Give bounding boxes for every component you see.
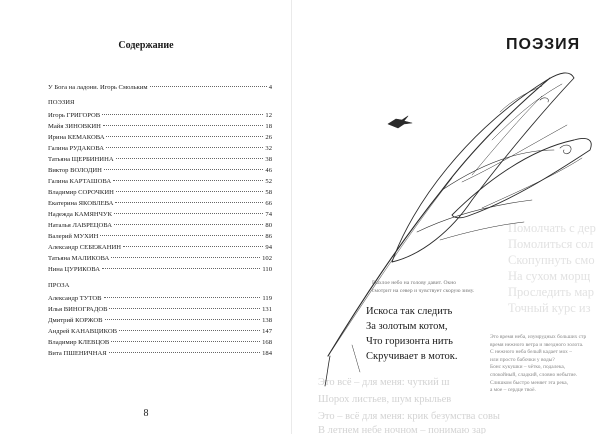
toc-entry-name: Наталья ЛАВРЕЦОВА (48, 222, 112, 229)
toc-entry[interactable] (48, 253, 272, 264)
ghost-text-line: На сухом морщ (508, 269, 591, 283)
toc-entry-page: 38 (265, 156, 272, 163)
toc-entry-page: 147 (262, 328, 272, 335)
ghost-text-line: Это всё – для меня: чуткий ш (318, 377, 450, 388)
small-note-line: а мое – сердце твоё. (490, 387, 536, 394)
toc-leader-dots (114, 213, 263, 214)
small-note-line: Слишком быстро меняет эта река, (490, 379, 569, 386)
toc-entry-page: 12 (265, 112, 272, 119)
toc-leader-dots (111, 341, 260, 342)
small-note-line: Бонс кукушки – чётко, подалека, (490, 364, 566, 371)
ghost-text-line: Проследить мар (508, 285, 594, 299)
toc-entry-page: 32 (265, 145, 272, 152)
toc-leader-dots (103, 125, 263, 126)
toc-entry-intro[interactable] (48, 82, 272, 93)
toc-leader-dots (105, 319, 261, 320)
toc-entry-name: Екатерина ЯКОВЛЕВА (48, 200, 114, 207)
poem-line: За золотым котом, (366, 321, 448, 332)
toc-entry-name: Галина РУДАКОВА (48, 145, 105, 152)
toc-entry[interactable] (48, 293, 272, 304)
toc-entry-page: 131 (262, 306, 272, 313)
toc-entry[interactable] (48, 209, 272, 220)
page-number: 8 (143, 408, 149, 419)
toc-entry[interactable] (48, 220, 272, 231)
toc-entry-page: 46 (265, 167, 272, 174)
toc-entry-name: Владимир СОРОЧКИН (48, 189, 114, 196)
toc-entry-page: 94 (265, 244, 272, 251)
toc-leader-dots (119, 330, 260, 331)
toc-entry[interactable] (48, 121, 272, 132)
toc-entry-page: 119 (262, 295, 272, 302)
toc-leader-dots (109, 308, 260, 309)
toc-title: Содержание (118, 40, 174, 51)
toc-entry-page: 74 (265, 211, 272, 218)
toc-entry-page: 80 (265, 222, 272, 229)
toc-entry[interactable] (48, 154, 272, 165)
section-title: ПОЭЗИЯ (506, 36, 581, 53)
toc-entry-name: Надежда КАМЯНЧУК (48, 211, 112, 218)
ghost-text-line: Точный курс из (508, 301, 591, 315)
ghost-text-line: Скопупнуть смо (508, 253, 595, 267)
ghost-text-line: Помолчать с дер (508, 221, 596, 235)
toc-leader-dots (116, 191, 264, 192)
toc-entry-name: Ирина КЕМАКОВА (48, 134, 105, 141)
small-note-line: Это время неба, изумрудных больших стр (490, 334, 587, 340)
toc-entry-page: 4 (268, 84, 272, 91)
toc-leader-dots (102, 268, 260, 269)
toc-entry-page: 184 (262, 350, 272, 357)
toc-section-prose: ПРОЗА (48, 282, 70, 289)
ghost-text-line: Шорох листьев, шум крыльев (318, 394, 452, 405)
poem-line: Что горизонта нить (366, 336, 453, 347)
toc-entry-name: Виктор ВОЛОДИН (48, 167, 102, 174)
toc-entry[interactable] (48, 165, 272, 176)
toc-entry-name: Александр СЕБЕЖАНИН (48, 244, 121, 251)
toc-leader-dots (106, 136, 263, 137)
toc-leader-dots (104, 169, 264, 170)
toc-leader-dots (100, 235, 263, 236)
toc-entry-page: 110 (262, 266, 272, 273)
poem-line: Искоса так следить (366, 306, 453, 317)
toc-entry[interactable] (48, 326, 272, 337)
small-note-line: спокойный, сладкий, словно небытие. (490, 372, 578, 378)
toc-entry-name: Владимир КЛЕВЦОВ (48, 339, 110, 346)
left-page (0, 0, 292, 434)
toc-leader-dots (104, 297, 261, 298)
small-note-line: время нежного ветра и звездного золота. (490, 341, 584, 348)
toc-entry-page: 58 (265, 189, 272, 196)
small-note-line: или просто бабочки у воды? (490, 356, 555, 363)
toc-leader-dots (102, 114, 263, 115)
toc-entry[interactable] (48, 348, 272, 359)
ghost-text-line: Это – всё для меня: крик безумства совы (318, 411, 500, 422)
toc-entry-page: 52 (265, 178, 272, 185)
toc-section-poetry: ПОЭЗИЯ (48, 99, 75, 106)
toc-leader-dots (123, 246, 263, 247)
toc-entry-name: Илья ВИНОГРАДОВ (48, 306, 108, 313)
small-note-line: С нежного неба белый кадает мох – (490, 349, 572, 356)
toc-entry-page: 86 (265, 233, 272, 240)
toc-entry[interactable] (48, 242, 272, 253)
toc-entry-name: Дмитрий КОРЖОВ (48, 317, 103, 324)
toc-entry-page: 66 (265, 200, 272, 207)
toc-leader-dots (115, 202, 263, 203)
toc-entry[interactable] (48, 110, 272, 121)
toc-entry[interactable] (48, 231, 272, 242)
toc-entry-name: Валерий МУХИН (48, 233, 99, 240)
toc-entry-page: 168 (262, 339, 272, 346)
toc-leader-dots (106, 147, 263, 148)
poem-line: Скручивает в моток. (366, 351, 458, 362)
toc-entry-name: Галина КАРТАШОВА (48, 178, 112, 185)
toc-entry[interactable] (48, 264, 272, 275)
toc-leader-dots (150, 86, 267, 87)
ghost-text-line: Помолиться сол (508, 237, 594, 251)
toc-entry[interactable] (48, 337, 272, 348)
toc-entry-page: 26 (265, 134, 272, 141)
toc-entry[interactable] (48, 143, 272, 154)
right-page (292, 0, 600, 434)
toc-entry-name: Игорь ГРИГОРОВ (48, 112, 101, 119)
toc-leader-dots (113, 180, 263, 181)
toc-entry-name: Нина ЦУРИКОВА (48, 266, 100, 273)
toc-entry[interactable] (48, 176, 272, 187)
toc-entry-name: Татьяна МАЛИКОВА (48, 255, 110, 262)
toc-entry-name: Майя ЗИНОВКИН (48, 123, 101, 130)
small-note-line: смотрит на север и чувствует скорую зиму. (372, 288, 475, 294)
small-note-line: Рыхлое небо на голову давит. Окно (372, 280, 457, 286)
toc-entry-name: У Бога на ладони. Игорь Смольким (48, 84, 148, 91)
toc-leader-dots (114, 224, 263, 225)
ghost-text-line: В летнем небе ночном – понимаю зар (318, 425, 486, 434)
toc-entry-name: Александр ТУТОВ (48, 295, 102, 302)
toc-entry[interactable] (48, 198, 272, 209)
toc-leader-dots (109, 352, 260, 353)
toc-entry[interactable] (48, 304, 272, 315)
toc-entry[interactable] (48, 187, 272, 198)
toc-entry-name: Татьяна ЩЕРБИНИНА (48, 156, 114, 163)
toc-leader-dots (116, 158, 264, 159)
bird-icon (388, 116, 412, 128)
toc-entry-page: 18 (265, 123, 272, 130)
toc-entry[interactable] (48, 315, 272, 326)
toc-entry-page: 102 (262, 255, 272, 262)
toc-leader-dots (111, 257, 260, 258)
toc-entry[interactable] (48, 132, 272, 143)
toc-entry-page: 138 (262, 317, 272, 324)
toc-entry-name: Андрей КАНАВЦИКОВ (48, 328, 118, 335)
toc-entry-name: Вита ПШЕНИЧНАЯ (48, 350, 107, 357)
